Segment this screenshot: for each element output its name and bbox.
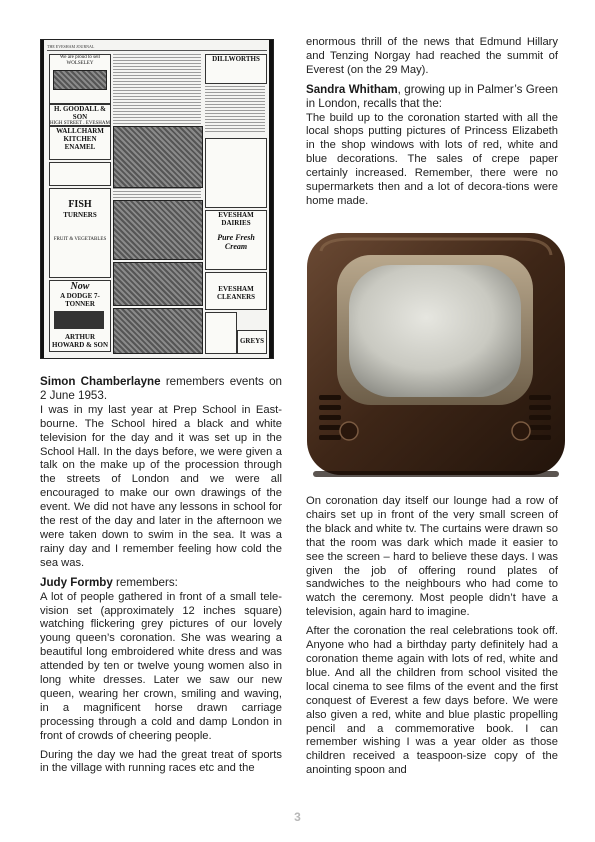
dealer-name: H. GOODALL & SON [54, 105, 106, 121]
listing-block [205, 86, 265, 134]
newspaper-edge [41, 40, 44, 358]
greys-ad [237, 330, 267, 354]
cleaners-ad [205, 272, 267, 310]
arthur-text: ARTHUR HOWARD & SON [52, 333, 109, 349]
judy-name: Judy Formby [40, 575, 113, 589]
coronation-photo-1 [113, 126, 203, 188]
small-ad-2 [205, 312, 237, 354]
car-photo [53, 70, 107, 90]
dealer-ad [49, 104, 111, 126]
judy-paragraph: A lot of people gathered in front of a small tele-vision set (approximately 12 inches square) watching flickering grey pictures of our lovely young queen’s coronation. She was wearing a beautiful long embroidered white dress and was attended by ten or twelve young women also in long white dresses. Later we saw our new queen, wearing her crown, smiling and waving, in a magnificent horse drawn carriage processing through a cold and damp London in front of crowds of cheering people. [40, 590, 282, 742]
dealer-street: HIGH STREET . EVESHAM [50, 121, 110, 126]
sandra-name: Sandra Whitham [306, 82, 398, 96]
simon-intro [40, 375, 282, 403]
television-illustration [293, 225, 576, 485]
truck-photo [54, 311, 104, 329]
everest-paragraph: enormous thrill of the news that Edmund Hillary and Tenzing Norgay had reached the summit of Everest (on the 29 May). [306, 36, 558, 76]
tv-knob-left [340, 422, 358, 440]
coronation-photo-4 [113, 308, 203, 354]
sandra-intro [306, 83, 558, 111]
notice-ad [205, 138, 267, 208]
dodge-ad [49, 280, 111, 352]
judy-intro [40, 576, 282, 590]
article-text-block [113, 54, 201, 124]
fish-ad [49, 188, 111, 278]
wallcharm-ad [49, 126, 111, 160]
sports-paragraph: During the day we had the great treat of sports in the village with running races etc and the [40, 748, 282, 775]
now-text: Now [70, 281, 90, 292]
turners-text: TURNERS [63, 211, 97, 219]
tv-screen [349, 265, 521, 397]
greys-text: GREYS [239, 337, 265, 345]
tonner-text: A DODGE 7-TONNER [60, 292, 100, 308]
sandra-paragraph: The build up to the coronation started with all the local shops putting pictures of Princess Elizabeth in the shop windows with lots of red, white and blue decorations. The sales of crepe paper certainly increased. Remember, there were no supermarkets then and a lot of decora-tions were home made. [306, 111, 558, 207]
fish-text: FISH [68, 199, 92, 210]
simon-name: Simon Chamberlayne [40, 375, 161, 388]
fruit-text: FRUIT & VEGETABLES [53, 237, 107, 242]
judy-intro-text: remembers: [112, 575, 178, 589]
coronation-photo-2 [113, 200, 203, 260]
sandra-intro-text: , growing up in Palmer’s Green in London, recalls that the: [306, 82, 558, 110]
simon-intro-text: remembers events on 2 June 1953. [40, 375, 282, 402]
dillworths-text: DILLWORTHS [212, 55, 260, 63]
dairies-ad [205, 210, 267, 270]
newspaper-page-image [40, 39, 274, 359]
television-photo [293, 225, 576, 485]
newspaper-edge-right [269, 40, 273, 358]
newspaper-masthead: THE EVESHAM JOURNAL [47, 43, 267, 51]
cream-text: Pure Fresh Cream [217, 233, 255, 251]
coronation-photo-3 [113, 262, 203, 306]
right-column-top [306, 36, 558, 214]
small-ad [49, 162, 111, 186]
dillworths-ad [205, 54, 267, 84]
coronation-day-paragraph: On coronation day itself our lounge had a row of chairs set up in front of the very small screen of the black and white tv. The curtains were drawn so that the room was dark which made it easier to see the screen – hard to believe these days. I was given the job of offering round plates of sandwiches to the neighbours who had come to watch the ceremony. Most people didn’t have a television, again hard to imagine. [306, 495, 558, 619]
simon-paragraph: I was in my last year at Prep School in East-bourne. The School hired a black and white television for the day and it was set up in the School Hall. In the days before, we were given a talk on the make up of the procession through the streets of London and we were all encouraged to make our own drawings of the event. We did not have any lessons in school for the rest of the day and later in the afternoon we were taken down to swim in the sea. It was a rainy day and I remember feeling how cold the sea was. [40, 403, 282, 569]
celebrations-paragraph: After the coronation the real celebrations took off. Anyone who had a birthday party definitely had a coronation theme again with lots of red, white and blue. And all the children from school visited the local cinema to see films of the event and the first conquest of Everest a few days before. We were also given a red, white and blue plastic propelling pencil and a commemorative book. I can remember wishing I was a year older as those children received a teaspoon-size copy of the anointing spoon and [306, 625, 558, 777]
right-column-bottom [306, 495, 558, 783]
left-column [40, 375, 282, 781]
tv-knob-right [512, 422, 530, 440]
wolseley-ad-text: We are proud to sell WOLSELEY [59, 55, 101, 66]
cleaners-text: EVESHAM CLEANERS [216, 285, 256, 301]
caption-block [113, 188, 201, 198]
page-number: 3 [294, 810, 301, 824]
dairies-text: EVESHAM DAIRIES [218, 211, 254, 227]
wallcharm-text: WALLCHARM KITCHEN ENAMEL [56, 127, 104, 151]
